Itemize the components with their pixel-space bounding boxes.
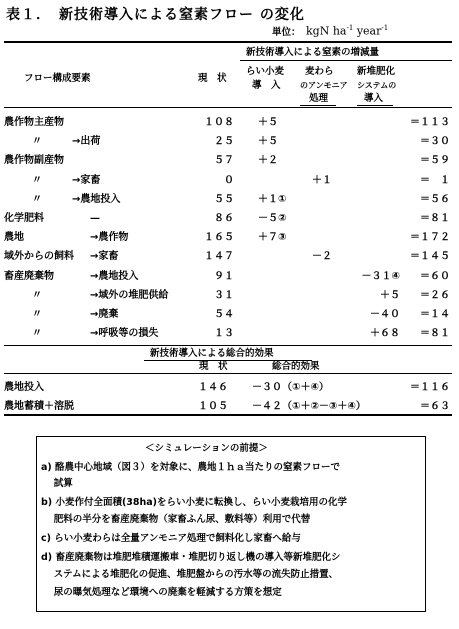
row-total: ＝１１３ <box>410 117 450 128</box>
section2-row-effect: －３０（①＋④） <box>252 382 329 393</box>
row-label: 農地 <box>4 232 24 243</box>
top-rule <box>4 41 452 43</box>
section2-row-total: ＝１１６ <box>410 382 450 393</box>
col-header-straw-2: のアンモニア <box>300 81 348 90</box>
row-straw: ＋１ <box>312 175 332 186</box>
row-current: ８６ <box>214 213 234 224</box>
row-current: １４７ <box>204 251 234 262</box>
row-destination: →呼吸等の損失 <box>90 328 159 339</box>
row-compost: －４０ <box>370 309 400 320</box>
header-bottom-rule <box>4 107 452 108</box>
note-line: b) 小麦作付全面積(38ha)をらい小麦に転換し、らい小麦栽培用の化学 <box>41 497 348 508</box>
row-label: 〃 <box>32 328 42 339</box>
col-header-straw-1: 麦わら <box>305 66 334 77</box>
table-bottom-rule <box>4 414 452 416</box>
section2-header: 新技術導入による総合的効果 <box>150 348 274 359</box>
compost-underline <box>357 105 393 106</box>
section2-row-current: １０５ <box>198 401 228 412</box>
row-current: ９１ <box>214 271 234 282</box>
col-header-element: フロー構成要素 <box>24 73 91 84</box>
row-label: 〃 <box>32 194 42 205</box>
section1-header: 新技術導入による窒素の増減量 <box>246 47 380 58</box>
row-total: ＝３０ <box>420 136 450 147</box>
row-destination: →農地投入 <box>72 194 121 205</box>
row-current: ３１ <box>214 290 234 301</box>
col-header-compost-2: システムの <box>357 81 397 90</box>
row-wheat: －５② <box>258 213 287 224</box>
row-total: ＝１４ <box>420 309 450 320</box>
row-label: 〃 <box>32 136 42 147</box>
row-total: ＝５６ <box>420 194 450 205</box>
row-destination: — <box>90 213 100 224</box>
row-label: 〃 <box>32 175 42 186</box>
row-label: 畜産廃棄物 <box>4 271 54 282</box>
row-wheat: ＋２ <box>258 155 278 166</box>
row-current: ５５ <box>214 194 234 205</box>
col-header-wheat-2: 導 入 <box>252 80 281 91</box>
row-current: １０８ <box>204 117 234 128</box>
section2-row-label: 農地投入 <box>4 382 44 393</box>
row-label: 農作物副産物 <box>4 155 64 166</box>
row-compost: ＋６８ <box>370 328 400 339</box>
row-destination: →家畜 <box>90 251 119 262</box>
section2-col-current: 現 状 <box>199 361 228 372</box>
row-wheat: ＋５ <box>258 136 278 147</box>
row-wheat: ＋７③ <box>258 232 287 243</box>
row-label: 化学肥料 <box>4 213 44 224</box>
row-total: ＝ １ <box>420 175 450 186</box>
row-label: 域外からの飼料 <box>4 251 74 262</box>
note-line: d) 畜産廃棄物は堆肥堆積運搬車・堆肥切り返し機の導入等新堆肥化シ <box>41 552 341 563</box>
row-destination: →域外の堆肥供給 <box>90 290 169 301</box>
row-current: ５４ <box>214 309 234 320</box>
row-total: ＝２６ <box>420 290 450 301</box>
section2-row-effect: －４２（①＋②－③＋④） <box>252 401 366 412</box>
col-header-straw-3: 処理 <box>309 93 329 104</box>
row-total: ＝１７２ <box>410 232 450 243</box>
note-line: 肥料の半分を畜産廃棄物（家畜ふん尿、敷料等）利用で代替 <box>41 514 311 525</box>
row-current: １６５ <box>204 232 234 243</box>
simulation-notes-box <box>36 436 426 612</box>
note-line: 尿の曝気処理など環境への廃棄を軽減する方策を想定 <box>41 587 282 598</box>
row-straw: －２ <box>312 251 332 262</box>
row-destination: →廃棄 <box>90 309 119 320</box>
section1-header-rule <box>240 60 452 61</box>
row-label: 〃 <box>32 290 42 301</box>
row-total: ＝１４５ <box>410 251 450 262</box>
row-wheat: ＋５ <box>258 117 278 128</box>
section2-col-effect: 総合的効果 <box>272 361 320 372</box>
row-total: ＝８１ <box>420 328 450 339</box>
row-current: ５７ <box>214 155 234 166</box>
note-line: c) らい小麦わらは全量アンモニア処理で飼料化し家畜へ給与 <box>41 533 301 544</box>
col-header-current: 現 状 <box>198 73 227 84</box>
section2-col-rule <box>4 373 452 374</box>
unit-value: kgN $ha^{-1}$ year$^{-1}$ <box>306 24 389 38</box>
row-current: ２５ <box>214 136 234 147</box>
unit-label: 単位： <box>272 27 301 38</box>
row-compost: ＋５ <box>380 290 400 301</box>
note-line: 試算 <box>41 478 73 489</box>
row-destination: →出荷 <box>72 136 101 147</box>
row-compost: －３１④ <box>361 271 400 282</box>
section2-row-total: ＝６３ <box>420 401 450 412</box>
section1-bottom-rule <box>4 345 452 346</box>
row-label: 〃 <box>32 309 42 320</box>
row-wheat: ＋１① <box>258 194 287 205</box>
row-destination: →農作物 <box>90 232 129 243</box>
row-total: ＝６０ <box>420 271 450 282</box>
note-line: a) 酪農中心地域（図３）を対象に、農地１ｈａ当たりの窒素フローで <box>41 462 341 473</box>
col-header-wheat-1: らい小麦 <box>246 66 285 77</box>
col-header-compost-3: 導入 <box>364 93 384 104</box>
section2-row-label: 農地蓄積＋溶脱 <box>4 401 74 412</box>
row-destination: →家畜 <box>72 175 101 186</box>
row-destination: →農地投入 <box>90 271 139 282</box>
table-title: 表１． 新技術導入による窒素フロー の変化 <box>6 7 305 23</box>
row-label: 農作物主産物 <box>4 117 64 128</box>
straw-underline <box>300 105 336 106</box>
section2-row-current: １４６ <box>198 382 228 393</box>
row-total: ＝８１ <box>420 213 450 224</box>
notes-heading: ＜シミュレーションの前提＞ <box>145 443 268 454</box>
col-header-compost-1: 新堆肥化 <box>357 66 396 77</box>
row-current: ０ <box>224 175 234 186</box>
row-current: １３ <box>214 328 234 339</box>
row-total: ＝５９ <box>420 155 450 166</box>
note-line: ステムによる堆肥化の促進、堆肥盤からの汚水等の流失防止措置、 <box>41 569 339 580</box>
